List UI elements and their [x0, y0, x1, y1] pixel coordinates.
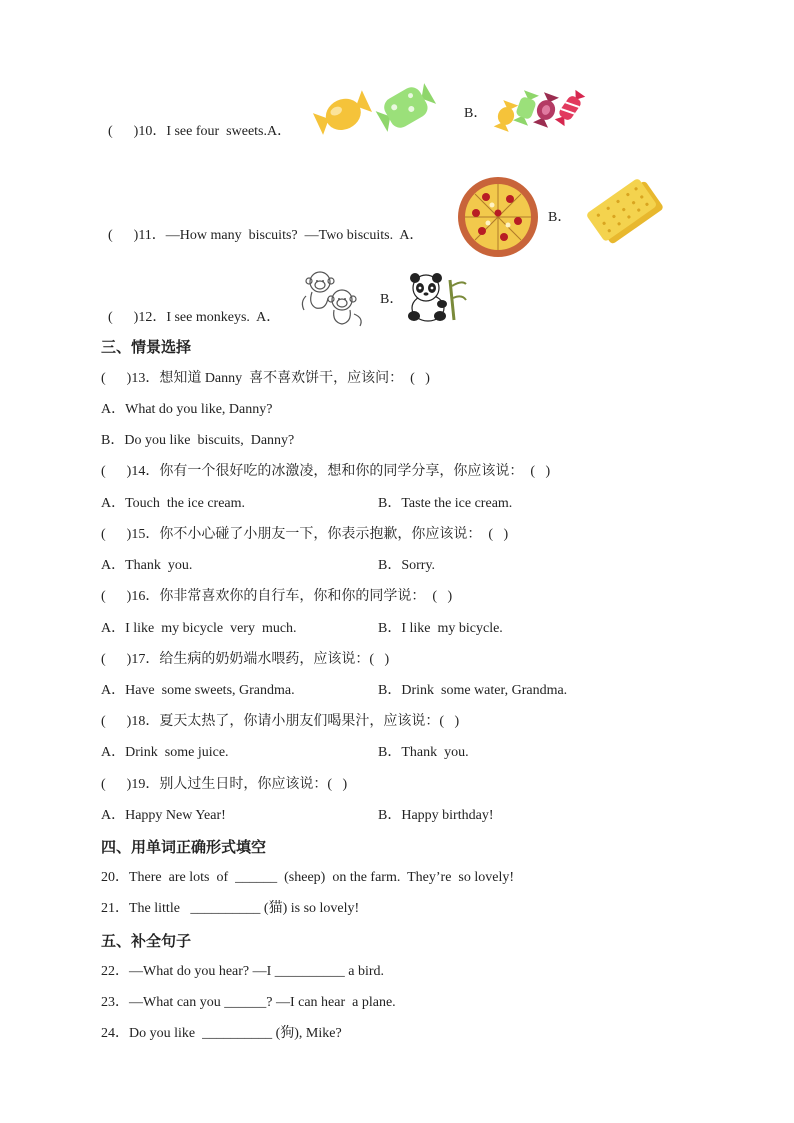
- question-12: [101, 291, 280, 327]
- question-17-stem: ( )17．给生病的奶奶端水喂药，应该说：( ): [101, 652, 390, 667]
- question-19-option-b: B．Happy birthday!: [378, 808, 494, 823]
- question-18-option-a: A．Drink some juice.: [101, 745, 229, 760]
- question-16-option-a: A．I like my bicycle very much.: [101, 621, 297, 636]
- question-24: 24．Do you like __________ (狗), Mike?: [101, 1026, 342, 1041]
- question-19-stem: ( )19．别人过生日时，你应该说：( ): [101, 777, 348, 792]
- section-3-title: 三、情景选择: [101, 338, 192, 356]
- question-11-stem: ( )11．—How many biscuits? —Two biscuits. A．: [108, 228, 424, 243]
- monkeys-icon: [298, 266, 368, 328]
- question-15-stem: ( )15．你不小心碰了小朋友一下，你表示抱歉，你应该说： ( ): [101, 527, 509, 542]
- question-18-stem: ( )18．夏天太热了，你请小朋友们喝果汁，应该说：( ): [101, 714, 460, 729]
- question-17-option-a: A．Have some sweets, Grandma.: [101, 683, 295, 698]
- question-21: 21．The little __________ (猫) is so lovely!: [101, 901, 360, 916]
- section-4-title: 四、用单词正确形式填空: [101, 838, 267, 856]
- question-16-stem: ( )16．你非常喜欢你的自行车，你和你的同学说： ( ): [101, 589, 453, 604]
- question-22: 22．—What do you hear? —I __________ a bird.: [101, 964, 385, 979]
- question-13-stem: ( )13．想知道 Danny 喜不喜欢饼干，应该问： ( ): [101, 371, 430, 386]
- question-23: 23．—What can you ______? —I can hear a plane.: [101, 995, 396, 1010]
- question-14-option-b: B．Taste the ice cream.: [378, 496, 513, 511]
- pizza-icon: [456, 175, 540, 259]
- question-13-option-a: A．What do you like, Danny?: [101, 402, 273, 417]
- section-5-title: 五、补全句子: [101, 932, 192, 950]
- question-16-option-b: B．I like my bicycle.: [378, 621, 503, 636]
- two-candies-icon: [310, 78, 440, 144]
- question-14-option-a: A．Touch the ice cream.: [101, 496, 246, 511]
- question-12-option-b: B．: [380, 292, 404, 307]
- panda-icon: [404, 272, 470, 324]
- four-candies-icon: [490, 78, 590, 144]
- question-19-option-a: A．Happy New Year!: [101, 808, 226, 823]
- question-12-stem: ( )12．I see monkeys. A．: [108, 310, 281, 325]
- question-13-option-b: B．Do you like biscuits, Danny?: [101, 433, 295, 448]
- question-15-option-a: A．Thank you.: [101, 558, 193, 573]
- question-11: [101, 209, 423, 245]
- question-14-stem: ( )14．你有一个很好吃的冰激凌，想和你的同学分享，你应该说： ( ): [101, 464, 551, 479]
- question-10-stem: ( )10．I see four sweets.A．: [108, 124, 292, 139]
- question-10: [101, 105, 291, 141]
- biscuits-icon: [580, 175, 680, 255]
- question-17-option-b: B．Drink some water, Grandma.: [378, 683, 568, 698]
- question-18-option-b: B．Thank you.: [378, 745, 469, 760]
- question-11-option-b: B．: [548, 210, 572, 225]
- question-15-option-b: B．Sorry.: [378, 558, 436, 573]
- question-20: 20．There are lots of ______ (sheep) on the farm. They’re so lovely!: [101, 870, 515, 885]
- question-10-option-b: B．: [464, 106, 488, 121]
